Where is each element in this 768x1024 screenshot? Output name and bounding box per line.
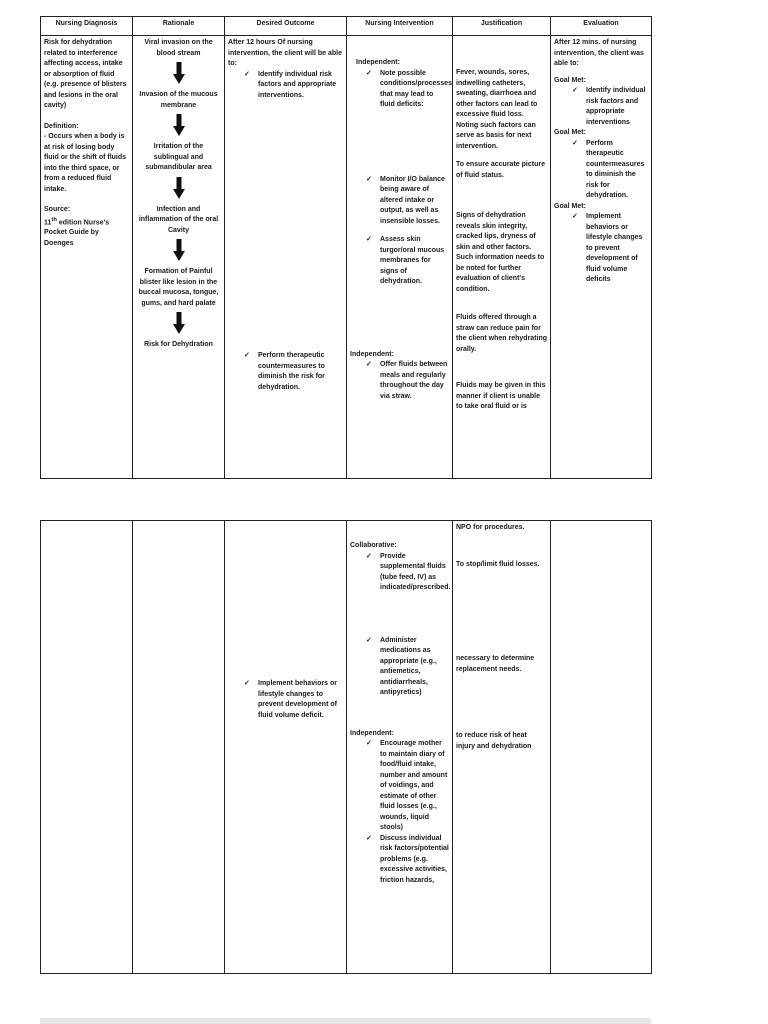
header-nursing-diagnosis: Nursing Diagnosis bbox=[41, 17, 133, 36]
checkmark-icon: ✓ bbox=[572, 213, 578, 220]
header-rationale: Rationale bbox=[133, 17, 225, 36]
justification-item-7: To stop/limit fluid losses. bbox=[456, 560, 540, 568]
justification-item-3: Signs of dehydration reveals skin integrity, cracked lips, dryness of skin and other factors. Such information needs to be noted for further evaluation of client's condition. bbox=[456, 212, 545, 293]
definition-text: - Occurs when a body is at risk of losing body fluid or the shift of fluids into the third space, or from a reduced fluid intake. bbox=[44, 133, 127, 193]
table-row bbox=[41, 36, 652, 479]
outcome-cell bbox=[225, 36, 347, 479]
down-arrow-icon bbox=[173, 177, 185, 199]
checkmark-icon: ✓ bbox=[366, 361, 372, 368]
care-plan-table-2 bbox=[40, 520, 652, 974]
page-footer-bar bbox=[40, 1018, 651, 1024]
evaluation-intro: After 12 mins. of nursing intervention, the client was able to: bbox=[554, 39, 644, 67]
checkmark-icon: ✓ bbox=[244, 680, 250, 687]
intervention-item-6: ✓ Administer medications as appropriate (e.g., antiemetics, antidiarrheals, antipyretics) bbox=[366, 636, 437, 696]
outcome-cell-continued bbox=[225, 521, 347, 974]
table-row bbox=[41, 521, 652, 974]
justification-item-9: to reduce risk of heat injury and dehydration bbox=[456, 732, 532, 750]
independent-label-2: Independent: bbox=[350, 350, 394, 358]
checkmark-icon: ✓ bbox=[572, 139, 578, 147]
goal-met-label: Goal Met: bbox=[554, 202, 586, 210]
intervention-item-3: ✓ Assess skin turgor/oral mucous membranes for signs of dehydration. bbox=[366, 236, 445, 285]
outcome-intro: After 12 hours Of nursing intervention, the client will be able to: bbox=[228, 39, 342, 67]
evaluation-cell bbox=[551, 36, 652, 479]
justification-item-8: necessary to determine replacement needs. bbox=[456, 655, 535, 673]
independent-label: Independent: bbox=[356, 59, 400, 66]
intervention-item-4: ✓ Offer fluids between meals and regularly throughout the day via straw. bbox=[366, 361, 448, 400]
checkmark-icon: ✓ bbox=[366, 69, 372, 77]
evaluation-item-3: ✓ Implement behaviors or lifestyle changes to prevent development of fluid volume deficits bbox=[572, 213, 643, 283]
justification-item-5: Fluids may be given in this manner if client is unable to take oral fluid or is bbox=[456, 382, 546, 410]
evaluation-item-1: ✓ Identify individual risk factors and appropriate interventions bbox=[572, 87, 646, 126]
checkmark-icon: ✓ bbox=[244, 352, 250, 359]
down-arrow-icon bbox=[173, 239, 185, 261]
checkmark-icon: ✓ bbox=[366, 834, 372, 842]
checkmark-icon: ✓ bbox=[366, 552, 372, 560]
down-arrow-icon bbox=[173, 62, 185, 84]
intervention-item-8: ✓ Discuss individual risk factors/potential problems (e.g. excessive activities, friction hazards, bbox=[366, 834, 449, 884]
independent-label-3: Independent: bbox=[350, 729, 394, 737]
outcome-item-2: ✓ Perform therapeutic countermeasures to diminish the risk for dehydration. bbox=[244, 352, 325, 391]
justification-item-6: NPO for procedures. bbox=[456, 524, 525, 531]
care-plan-table-1 bbox=[40, 16, 652, 479]
rationale-cell-continued bbox=[133, 521, 225, 974]
intervention-item-5: ✓ Provide supplemental fluids (tube feed, IV) as indicated/prescribed. bbox=[366, 552, 451, 591]
down-arrow-icon bbox=[173, 114, 185, 136]
evaluation-item-2: ✓ Perform therapeutic countermeasures to diminish the risk for dehydration. bbox=[572, 139, 645, 199]
goal-met-label: Goal Met: bbox=[554, 76, 586, 84]
header-justification: Justification bbox=[453, 17, 551, 36]
justification-cell bbox=[453, 36, 551, 479]
checkmark-icon: ✓ bbox=[366, 175, 372, 183]
rationale-step-6: Risk for Dehydration bbox=[144, 341, 213, 348]
down-arrow-icon bbox=[173, 312, 185, 334]
justification-item-4: Fluids offered through a straw can reduce pain for the client when rehydrating orally. bbox=[456, 314, 548, 353]
checkmark-icon: ✓ bbox=[366, 740, 372, 747]
rationale-step-3: Irritation of the sublingual and submandibular area bbox=[145, 143, 212, 171]
rationale-step-5: Formation of Painful blister like lesion in the buccal mucosa, tongue, gums, and hard palate bbox=[138, 268, 219, 307]
justification-item-1: Fever, wounds, sores, indwelling catheters, sweating, diarrhoea and other factors can lead to excessive fluid loss. Noting such factors can serve as basis for next intervention. bbox=[456, 69, 538, 150]
justification-cell-continued bbox=[453, 521, 551, 974]
checkmark-icon: ✓ bbox=[572, 87, 578, 94]
diagnosis-cell-continued bbox=[41, 521, 133, 974]
diagnosis-statement: Risk for dehydration related to interference affecting access, intake or absorption of fluid (e.g. presence of blisters and lesions in the oral cavity) bbox=[44, 39, 127, 109]
definition-label: Definition: bbox=[44, 122, 79, 130]
outcome-item-1: ✓ Identify individual risk factors and appropriate interventions. bbox=[244, 70, 337, 99]
rationale-step-4: Infection and inflammation of the oral Cavity bbox=[138, 205, 219, 234]
collaborative-label: Collaborative: bbox=[350, 542, 397, 549]
intervention-item-1: ✓ Note possible conditions/processes that may lead to fluid deficits: bbox=[366, 69, 452, 108]
checkmark-icon: ✓ bbox=[244, 70, 250, 78]
header-nursing-intervention: Nursing Intervention bbox=[347, 17, 453, 36]
source-label: Source: bbox=[44, 206, 71, 213]
checkmark-icon: ✓ bbox=[366, 236, 372, 243]
intervention-cell-continued bbox=[347, 521, 453, 974]
justification-item-2: To ensure accurate picture of fluid status. bbox=[456, 161, 545, 179]
header-evaluation: Evaluation bbox=[551, 17, 652, 36]
outcome-item-3: ✓ Implement behaviors or lifestyle changes to prevent development of fluid volume deficit. bbox=[244, 680, 337, 719]
intervention-item-2: ✓ Monitor I/O balance being aware of altered intake or output, as well as insensible losses. bbox=[366, 175, 445, 225]
rationale-step-2: Invasion of the mucous membrane bbox=[139, 91, 218, 109]
table-header-row bbox=[41, 17, 652, 36]
checkmark-icon: ✓ bbox=[366, 636, 372, 644]
diagnosis-cell bbox=[41, 36, 133, 479]
intervention-item-7: ✓ Encourage mother to maintain diary of food/fluid intake, number and amount of voidings, and estimate of other fluid losses (e.g., wounds, liquid stools) bbox=[366, 740, 448, 831]
header-desired-outcome: Desired Outcome bbox=[225, 17, 347, 36]
rationale-cell bbox=[133, 36, 225, 479]
evaluation-cell-continued bbox=[551, 521, 652, 974]
source-text: 11th edition Nurse's Pocket Guide by Doenges bbox=[44, 216, 110, 247]
goal-met-label: Goal Met: bbox=[554, 129, 586, 136]
intervention-cell bbox=[347, 36, 453, 479]
rationale-step-1: Viral invasion on the blood stream bbox=[144, 39, 213, 57]
